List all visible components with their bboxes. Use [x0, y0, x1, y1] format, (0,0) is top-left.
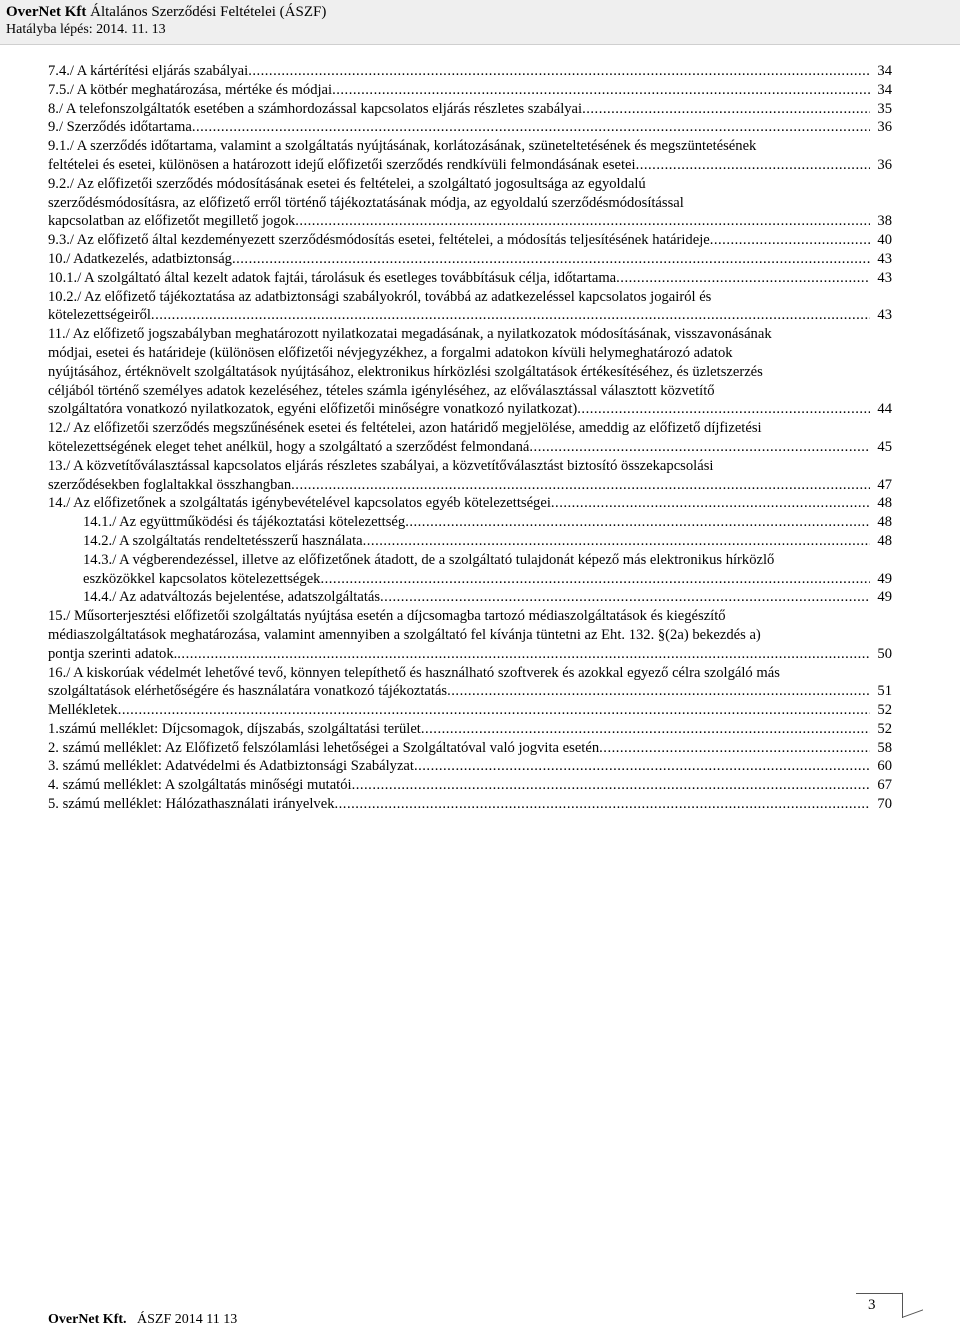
toc-page-number: 67 [877, 777, 892, 794]
toc-page-number: 45 [877, 438, 892, 455]
toc-entry[interactable] [48, 137, 892, 175]
toc-entry-line [48, 212, 892, 231]
toc-entry-text: 1.számú melléklet: Díjcsomagok, díjszabás, szolgáltatási terület [48, 720, 421, 737]
page-footer [48, 1312, 237, 1328]
toc-entry[interactable] [48, 250, 892, 269]
toc-entry-line [48, 645, 892, 664]
header-company: OverNet Kft [6, 4, 87, 20]
toc-page-number: 52 [877, 702, 892, 719]
toc-entry-line [48, 494, 892, 513]
toc-entry-text: 10./ Adatkezelés, adatbiztonság [48, 250, 232, 267]
toc-entry-line [48, 269, 892, 288]
toc-entry-text: 14.4./ Az adatváltozás bejelentése, adatszolgáltatás [83, 589, 381, 606]
toc-entry[interactable] [48, 175, 892, 231]
toc-page-number: 70 [877, 796, 892, 813]
toc-entry[interactable] [48, 664, 892, 702]
toc-dot-leader [710, 231, 870, 250]
toc-entry-text: módjai, esetei és határideje (különösen előfizetői névjegyzékhez, a forgalmi adatokon kívüli helymeghatározó adatok [48, 344, 733, 361]
toc-dot-leader [616, 269, 870, 288]
toc-entry[interactable] [48, 776, 892, 795]
toc-dot-leader [118, 701, 870, 720]
toc-page-number: 35 [877, 100, 892, 117]
toc-entry[interactable] [48, 325, 892, 419]
toc-dot-leader [447, 682, 870, 701]
page-header [0, 0, 960, 45]
toc-entry-text: kapcsolatban az előfizetőt megillető jogok [48, 213, 296, 230]
toc-page-number: 43 [877, 250, 892, 267]
toc-entry[interactable] [48, 288, 892, 326]
toc-entry[interactable] [48, 81, 892, 100]
toc-page-number: 36 [877, 156, 892, 173]
toc-entry-line [48, 682, 892, 701]
toc-dot-leader [151, 306, 870, 325]
toc-page-number: 36 [877, 119, 892, 136]
toc-entry-text: szolgáltatások elérhetőségére és használatára vonatkozó tájékoztatás [48, 683, 448, 700]
toc-entry-line [48, 250, 892, 269]
toc-page-number: 49 [877, 570, 892, 587]
toc-entry-text: 14.3./ A végberendezéssel, illetve az előfizetőnek átadott, de a szolgáltató tulajdonát képező más elektronikus hírközlő [83, 551, 775, 568]
toc-dot-leader [414, 757, 870, 776]
footer-doc: ÁSZF 2014 11 13 [137, 1312, 238, 1327]
toc-entry-text: feltételei és esetei, különösen a határozott idejű előfizetői szerződés rendkívüli felmondásának esetei [48, 156, 636, 173]
toc-entry[interactable] [48, 457, 892, 495]
toc-entry[interactable] [48, 532, 892, 551]
toc-entry[interactable] [48, 720, 892, 739]
toc-entry-line [48, 776, 892, 795]
toc-page-number: 38 [877, 213, 892, 230]
toc-entry[interactable] [48, 757, 892, 776]
toc-entry-text: 9.2./ Az előfizetői szerződés módosításának esetei és feltételei, a szolgáltató jogosultsága az egyoldalú [48, 175, 646, 192]
toc-entry[interactable] [48, 419, 892, 457]
toc-page-number: 51 [877, 683, 892, 700]
toc-entry-line [48, 81, 892, 100]
toc-entry[interactable] [48, 118, 892, 137]
table-of-contents [48, 62, 892, 814]
toc-entry-text: 9.3./ Az előfizető által kezdeményezett szerződésmódosítás esetei, feltételei, a módosítás teljesítésének határideje [48, 232, 710, 249]
toc-entry-text: Mellékletek [48, 702, 118, 719]
toc-page-number: 47 [877, 476, 892, 493]
toc-page-number: 49 [877, 589, 892, 606]
toc-entry-line [48, 438, 892, 457]
toc-entry[interactable] [48, 494, 892, 513]
toc-entry-text: 8./ A telefonszolgáltatók esetében a számhordozással kapcsolatos eljárás részletes szabályai [48, 100, 583, 117]
toc-entry-text: 4. számú melléklet: A szolgáltatás minőségi mutatói [48, 777, 352, 794]
toc-entry-line [48, 156, 892, 175]
toc-entry-line [48, 306, 892, 325]
toc-entry[interactable] [48, 100, 892, 119]
toc-entry[interactable] [48, 795, 892, 814]
toc-entry-line [48, 400, 892, 419]
toc-entry-line [48, 118, 892, 137]
toc-entry-text: 14./ Az előfizetőnek a szolgáltatás igénybevételével kapcsolatos egyéb kötelezettségei [48, 495, 551, 512]
toc-entry-text: 13./ A közvetítőválasztással kapcsolatos eljárás részletes szabályai, a közvetítőválasztást biztosító összekapcsolási [48, 457, 714, 474]
toc-entry-line [48, 757, 892, 776]
toc-dot-leader [248, 62, 870, 81]
toc-entry-text: nyújtásához, értéknövelt szolgáltatások nyújtásához, elektronikus hírközlési szolgáltatások értékesítéséhez, és üzletszerzés [48, 363, 763, 380]
toc-entry-text: 15./ Műsorterjesztési előfizetői szolgáltatás nyújtása esetén a díjcsomagba tartozó médiaszolgáltatások és kiegészítő [48, 608, 726, 625]
toc-entry-text: kötelezettségeiről [48, 307, 151, 324]
toc-page-number: 40 [877, 232, 892, 249]
toc-page-number: 58 [877, 739, 892, 756]
toc-entry-line [48, 795, 892, 814]
toc-dot-leader [636, 156, 870, 175]
header-doc-title: Általános Szerződési Feltételei (ÁSZF) [90, 4, 327, 20]
toc-dot-leader [295, 212, 870, 231]
toc-entry-text: szerződésekben foglaltakkal összhangban [48, 476, 292, 493]
toc-entry-text: 3. számú melléklet: Adatvédelmi és Adatbiztonsági Szabályzat [48, 758, 414, 775]
toc-entry[interactable] [48, 701, 892, 720]
toc-entry-text: szolgáltatóra vonatkozó nyilatkozatok, egyéni előfizetői minőségre vonatkozó nyilatkozat) [48, 401, 578, 418]
toc-page-number: 43 [877, 307, 892, 324]
toc-entry[interactable] [48, 269, 892, 288]
page-number-fold [902, 1285, 923, 1318]
toc-entry-text: pontja szerinti adatok. [48, 645, 178, 662]
toc-entry-text: 5. számú melléklet: Hálózathasználati irányelvek [48, 796, 335, 813]
toc-page-number: 48 [877, 514, 892, 531]
toc-dot-leader [363, 532, 870, 551]
toc-page-number: 50 [877, 645, 892, 662]
toc-entry[interactable] [48, 588, 892, 607]
page-number-box [856, 1293, 903, 1318]
toc-dot-leader [332, 81, 870, 100]
toc-entry[interactable] [48, 551, 892, 589]
toc-entry-text: 16./ A kiskorúak védelmét lehetővé tevő, könnyen telepíthető és használható szoftverek és azokkal egyező célra szolgáló más [48, 664, 780, 681]
toc-entry-line [48, 62, 892, 81]
toc-page-number: 48 [877, 532, 892, 549]
toc-dot-leader [582, 100, 870, 119]
toc-page-number: 60 [877, 758, 892, 775]
footer-company: OverNet Kft. [48, 1312, 127, 1327]
toc-dot-leader [335, 795, 871, 814]
toc-entry-line [48, 739, 892, 758]
toc-entry-text: médiaszolgáltatások meghatározása, valamint amennyiben a szolgáltató fel kívánja tüntetni az Eht. 132. §(2a) bekezdés a) [48, 626, 761, 643]
page-number: 3 [868, 1297, 876, 1313]
toc-entry-text: 14.1./ Az együttműködési és tájékoztatási kötelezettség [83, 514, 406, 531]
toc-entry[interactable] [48, 739, 892, 758]
toc-entry-line [48, 588, 892, 607]
toc-dot-leader [320, 570, 870, 589]
toc-entry-text: 10.1./ A szolgáltató által kezelt adatok fajtái, tárolásuk és esetleges továbbításuk célja, időtartama [48, 269, 617, 286]
toc-entry-text: céljából történő személyes adatok kezeléséhez, tételes számla igényléséhez, az előválasztással választott közvetítő [48, 382, 715, 399]
toc-entry-text: 9./ Szerződés időtartama [48, 119, 192, 136]
toc-entry-line [48, 476, 892, 495]
toc-dot-leader [529, 438, 870, 457]
toc-dot-leader [599, 739, 870, 758]
toc-page-number: 43 [877, 269, 892, 286]
toc-entry-text: 2. számú melléklet: Az Előfizető felszólamlási lehetőségei a Szolgáltatóval való jogvita esetén [48, 739, 600, 756]
toc-entry[interactable] [48, 513, 892, 532]
toc-entry-line [48, 570, 892, 589]
toc-entry-text: 7.4./ A kártérítési eljárás szabályai [48, 63, 249, 79]
toc-entry-line [48, 701, 892, 720]
toc-entry-text: 12./ Az előfizetői szerződés megszűnésének esetei és feltételei, azon határidő megjelölése, ameddig az előfizető díjfizetési [48, 420, 762, 437]
toc-dot-leader [405, 513, 870, 532]
toc-page-number: 48 [877, 495, 892, 512]
toc-page-number: 44 [877, 401, 892, 418]
toc-dot-leader [352, 776, 870, 795]
toc-page-number: 52 [877, 720, 892, 737]
toc-dot-leader [232, 250, 870, 269]
toc-entry-text: 11./ Az előfizető jogszabályban meghatározott nyilatkozatai megadásának, a nyilatkozatok módosításának, visszavonásának [48, 326, 772, 343]
toc-dot-leader [192, 118, 870, 137]
toc-dot-leader [380, 588, 870, 607]
toc-dot-leader [421, 720, 870, 739]
toc-dot-leader [177, 645, 870, 664]
toc-entry-line [48, 720, 892, 739]
toc-entry[interactable] [48, 231, 892, 250]
toc-entry[interactable] [48, 62, 892, 81]
toc-page-number: 34 [877, 81, 892, 98]
toc-entry-text: 9.1./ A szerződés időtartama, valamint a szolgáltatás nyújtásának, korlátozásának, szüneteltetésének és megszüntetésének [48, 138, 757, 155]
toc-entry-line [48, 100, 892, 119]
toc-entry-text: eszközökkel kapcsolatos kötelezettségek [83, 570, 321, 587]
toc-entry-line [48, 532, 892, 551]
toc-dot-leader [551, 494, 870, 513]
toc-dot-leader [291, 476, 870, 495]
toc-entry-text: 14.2./ A szolgáltatás rendeltetésszerű használata [83, 532, 363, 549]
toc-entry[interactable] [48, 607, 892, 663]
toc-entry-text: 10.2./ Az előfizető tájékoztatása az adatbiztonsági szabályokról, továbbá az adatkezeléssel kapcsolatos jogairól és [48, 288, 712, 305]
toc-entry-line [48, 513, 892, 532]
toc-entry-text: kötelezettségének eleget tehet anélkül, hogy a szolgáltató a szerződést felmondaná [48, 438, 530, 455]
toc-dot-leader [577, 400, 870, 419]
toc-entry-text: 7.5./ A kötbér meghatározása, mértéke és módjai [48, 81, 333, 98]
toc-entry-text: szerződésmódosításra, az előfizető erről történő tájékoztatásának módja, az egyoldalú szerződésmódosítással [48, 194, 684, 211]
header-title [6, 3, 326, 21]
toc-entry-line [48, 231, 892, 250]
header-effective-date: Hatályba lépés: 2014. 11. 13 [6, 22, 166, 37]
toc-page-number: 34 [877, 63, 892, 79]
